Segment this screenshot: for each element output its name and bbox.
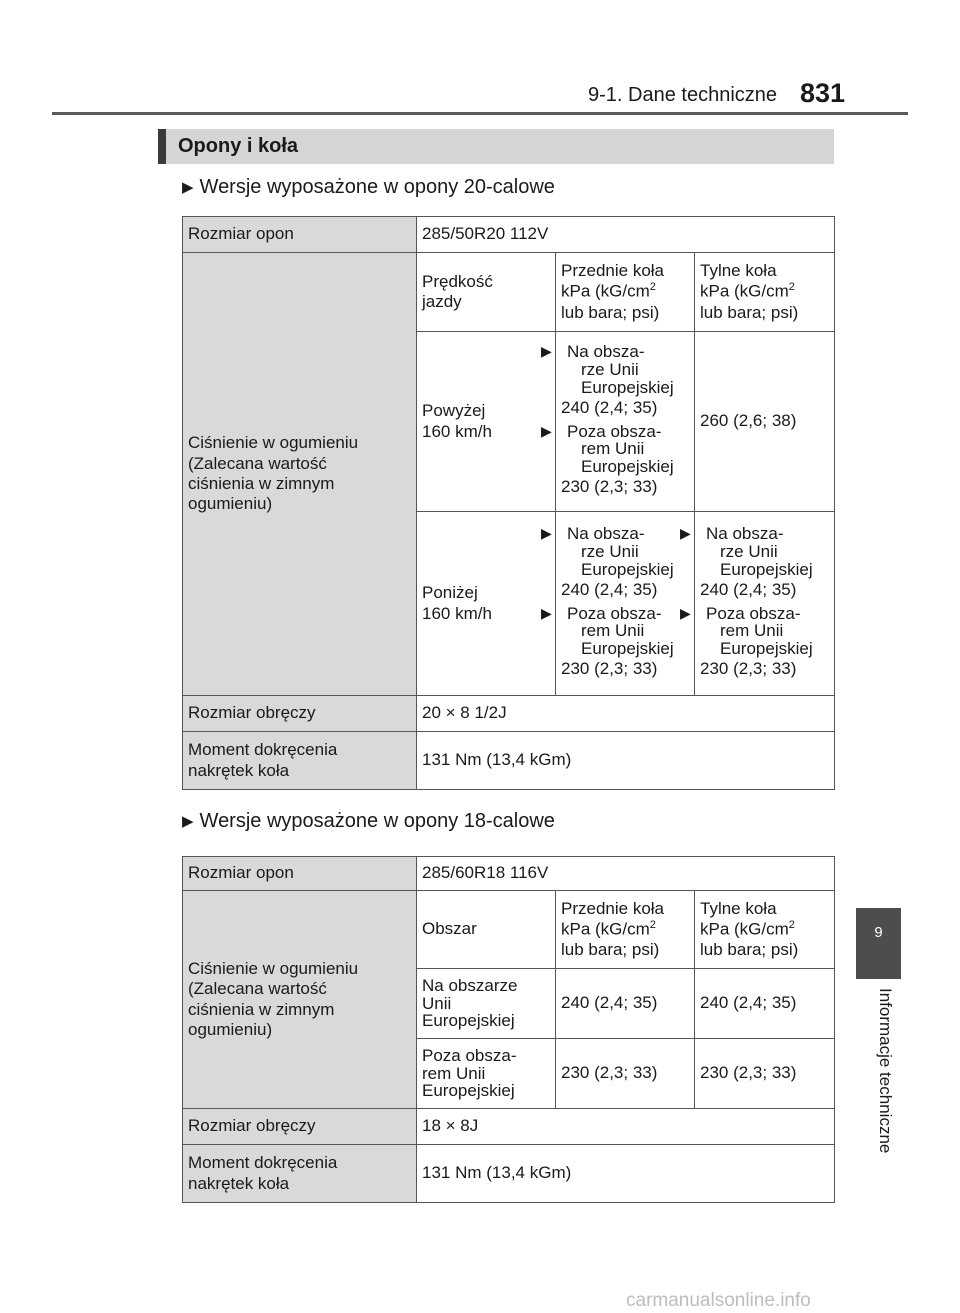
tire-spec-table-20 bbox=[182, 216, 835, 790]
rim-size-value: 20 × 8 1/2J bbox=[417, 696, 835, 732]
table-row bbox=[183, 217, 835, 253]
header-line: Tylne koła bbox=[700, 898, 777, 918]
torque-value: 131 Nm (13,4 kGm) bbox=[417, 1145, 835, 1203]
pressure-label-line: ciśnienia w zimnym bbox=[188, 999, 335, 1019]
heading-20-inch-text: Wersje wyposażone w opony 20-calowe bbox=[199, 176, 555, 198]
col-area-header: Obszar bbox=[417, 891, 556, 969]
unit-exponent: 2 bbox=[649, 281, 656, 294]
front-above-cell bbox=[541, 332, 695, 512]
pressure-value: 230 (2,3; 33) bbox=[700, 659, 797, 679]
area-line: Poza obsza- bbox=[422, 1045, 517, 1065]
header-line: lub bara; psi) bbox=[561, 302, 660, 322]
rim-size-label: Rozmiar obręczy bbox=[183, 1109, 417, 1145]
pressure-label-line: (Zalecana wartość bbox=[188, 453, 327, 473]
region-eu: ▶ Na obsza- rze Unii Europejskiej bbox=[680, 524, 813, 579]
tire-size-label: Rozmiar opon bbox=[183, 217, 417, 253]
region-non-eu: ▶ Poza obsza- rem Unii Europejskiej bbox=[541, 603, 674, 659]
chapter-label: Informacje techniczne bbox=[876, 988, 895, 1154]
section-title: Opony i koła bbox=[158, 129, 834, 164]
speed-above-cell bbox=[417, 332, 556, 512]
region-non-eu: ▶ Poza obsza- rem Unii Europejskiej bbox=[680, 603, 813, 659]
rear-eu-value: 240 (2,4; 35) bbox=[695, 969, 835, 1039]
rim-size-label: Rozmiar obręczy bbox=[183, 696, 417, 732]
col-rear-header bbox=[695, 891, 835, 969]
torque-label bbox=[183, 1145, 417, 1203]
pressure-value: 240 (2,4; 35) bbox=[700, 579, 797, 599]
arrow-right-icon: ▶ bbox=[182, 813, 194, 830]
front-below-cell bbox=[541, 512, 695, 696]
unit-text: kPa (kG/cm bbox=[700, 282, 789, 302]
header-line bbox=[700, 281, 829, 302]
pressure-label-line: Ciśnienie w ogumieniu bbox=[188, 958, 359, 978]
header-line bbox=[700, 919, 829, 940]
torque-label bbox=[183, 732, 417, 790]
table-row bbox=[183, 696, 835, 732]
speed-below-cell bbox=[417, 512, 556, 696]
heading-18-inch-text: Wersje wyposażone w opony 18-calowe bbox=[199, 810, 555, 832]
unit-exponent: 2 bbox=[788, 281, 795, 294]
area-eu-cell bbox=[417, 969, 556, 1039]
page-number: 831 bbox=[800, 78, 846, 108]
header-line: lub bara; psi) bbox=[561, 940, 660, 960]
header-divider bbox=[52, 112, 908, 115]
speed-line: 160 km/h bbox=[422, 421, 492, 441]
unit-text: kPa (kG/cm bbox=[561, 919, 650, 939]
area-line: Unii bbox=[422, 993, 452, 1013]
torque-label-line: nakrętek koła bbox=[188, 1173, 290, 1193]
chapter-tab bbox=[856, 908, 901, 979]
pressure-value: 240 (2,4; 35) bbox=[561, 397, 658, 417]
header-line: jazdy bbox=[422, 292, 462, 311]
unit-exponent: 2 bbox=[788, 918, 795, 931]
rim-size-value: 18 × 8J bbox=[417, 1109, 835, 1145]
tire-spec-table-18 bbox=[182, 856, 835, 1203]
pressure-label bbox=[183, 253, 417, 696]
table-row bbox=[183, 891, 835, 969]
unit-text: kPa (kG/cm bbox=[700, 919, 789, 939]
header-line: lub bara; psi) bbox=[700, 940, 799, 960]
torque-label-line: Moment dokręcenia bbox=[188, 1153, 338, 1173]
speed-line: 160 km/h bbox=[422, 603, 492, 623]
header-section-title: 9-1. Dane techniczne bbox=[588, 84, 778, 106]
table-row bbox=[183, 1145, 835, 1203]
pressure-label-line: ogumieniu) bbox=[188, 494, 273, 514]
pressure-value: 230 (2,3; 33) bbox=[561, 477, 658, 497]
header-line: Prędkość bbox=[422, 271, 493, 291]
header-line: lub bara; psi) bbox=[700, 302, 799, 322]
chapter-number: 9 bbox=[874, 924, 883, 941]
front-eu-value: 240 (2,4; 35) bbox=[556, 969, 695, 1039]
area-line: Europejskiej bbox=[422, 1081, 515, 1101]
pressure-label-line: Ciśnienie w ogumieniu bbox=[188, 433, 359, 453]
heading-18-inch bbox=[182, 810, 555, 833]
pressure-label-line: ogumieniu) bbox=[188, 1019, 273, 1039]
col-rear-header bbox=[695, 253, 835, 332]
rear-above-cell: 260 (2,6; 38) bbox=[695, 332, 835, 512]
region-eu: ▶ Na obsza- rze Unii Europejskiej bbox=[541, 342, 674, 397]
header-line: Tylne koła bbox=[700, 261, 777, 281]
rear-non-eu-value: 230 (2,3; 33) bbox=[695, 1039, 835, 1109]
tire-size-value: 285/60R18 116V bbox=[417, 857, 835, 891]
rear-below-cell bbox=[680, 512, 835, 696]
header-line bbox=[561, 281, 689, 302]
watermark: carmanualsonline.info bbox=[626, 1290, 811, 1311]
pressure-value: 230 (2,3; 33) bbox=[561, 659, 658, 679]
header-line bbox=[561, 919, 689, 940]
col-front-header bbox=[556, 891, 695, 969]
area-line: rem Unii bbox=[422, 1063, 486, 1083]
area-line: Europejskiej bbox=[422, 1011, 515, 1031]
pressure-label-line: (Zalecana wartość bbox=[188, 979, 327, 999]
col-front-header bbox=[556, 253, 695, 332]
region-eu: ▶ Na obsza- rze Unii Europejskiej bbox=[541, 524, 674, 579]
unit-text: kPa (kG/cm bbox=[561, 282, 650, 302]
pressure-label-line: ciśnienia w zimnym bbox=[188, 474, 335, 493]
header-line: Przednie koła bbox=[561, 898, 665, 918]
pressure-value: 240 (2,4; 35) bbox=[561, 579, 658, 599]
table-row bbox=[183, 732, 835, 790]
torque-label-line: nakrętek koła bbox=[188, 760, 290, 780]
table-row bbox=[183, 1109, 835, 1145]
table-row bbox=[183, 253, 835, 332]
arrow-right-icon: ▶ bbox=[182, 179, 194, 196]
front-non-eu-value: 230 (2,3; 33) bbox=[556, 1039, 695, 1109]
area-non-eu-cell bbox=[417, 1039, 556, 1109]
unit-exponent: 2 bbox=[649, 918, 656, 931]
torque-value: 131 Nm (13,4 kGm) bbox=[417, 732, 835, 790]
torque-label-line: Moment dokręcenia bbox=[188, 740, 338, 760]
tire-size-label: Rozmiar opon bbox=[183, 857, 417, 891]
header-line: Przednie koła bbox=[561, 261, 665, 281]
speed-line: Poniżej bbox=[422, 583, 478, 603]
region-non-eu: ▶ Poza obsza- rem Unii Europejskiej bbox=[541, 421, 674, 477]
table-row bbox=[183, 857, 835, 891]
area-line: Na obszarze bbox=[422, 975, 518, 995]
tire-size-value: 285/50R20 112V bbox=[417, 217, 835, 253]
speed-line: Powyżej bbox=[422, 401, 486, 421]
heading-20-inch bbox=[182, 176, 555, 199]
pressure-label bbox=[183, 891, 417, 1109]
col-speed-header bbox=[417, 253, 556, 332]
